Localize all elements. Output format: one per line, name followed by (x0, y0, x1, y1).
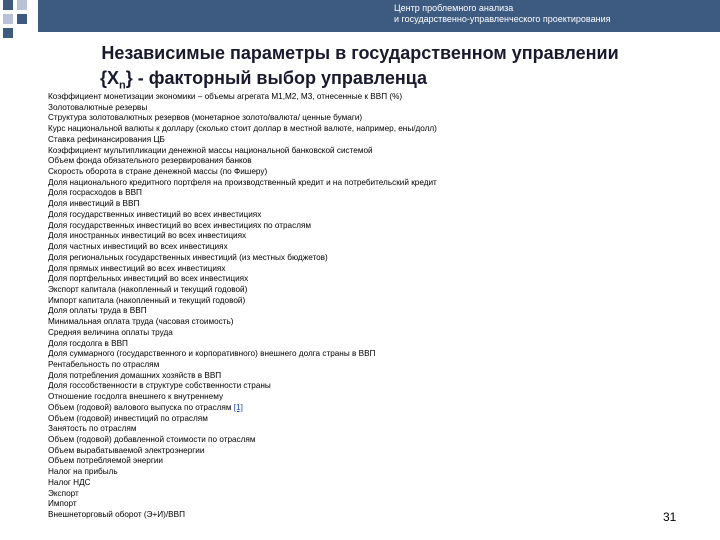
list-item-text: Объем (годовой) добавленной стоимости по отраслям (48, 435, 256, 444)
list-item (48, 424, 688, 435)
list-item-text: Золотовалютные резервы (48, 102, 148, 112)
list-item (48, 456, 688, 467)
list-item (48, 339, 688, 350)
list-item-text: Объем (годовой) инвестиций по отраслям (48, 413, 208, 423)
list-item (48, 167, 688, 178)
list-item (48, 446, 688, 457)
list-item (48, 478, 688, 489)
list-item (48, 146, 688, 157)
list-item (48, 317, 688, 328)
list-item-text: Доля оплаты труда в ВВП (48, 306, 147, 316)
list-item-text: Доля государственных инвестиций во всех инвестициях по отраслям (48, 220, 312, 230)
list-item-text: Ставка рефинансирования ЦБ (48, 134, 165, 144)
footnote-link[interactable]: [1] (233, 402, 243, 412)
list-item (48, 178, 688, 189)
list-item-text: Курс национальной валюты к доллару (сколько стоит доллар в местной валюте, например, ены/долл) (48, 124, 437, 134)
list-item (48, 403, 688, 414)
list-item-text: Объем вырабатываемой электроэнергии (48, 445, 205, 455)
list-item (48, 253, 688, 264)
list-item (48, 328, 688, 339)
list-item-text: Доля суммарного (государственного и корпоративного) внешнего долга страны в ВВП (48, 349, 376, 359)
header-bar (38, 0, 720, 32)
list-item-text: Объем фонда обязательного резервирования банков (48, 156, 252, 166)
list-item (48, 306, 688, 317)
list-item (48, 199, 688, 210)
list-item-text: Импорт (48, 499, 77, 509)
list-item (48, 113, 688, 124)
list-item-text: Коэффициент монетизации экономики – объемы агрегата М1,М2, М3, отнесенные к ВВП (%) (48, 92, 403, 101)
list-item (48, 221, 688, 232)
list-item (48, 264, 688, 275)
list-item-text: Средняя величина оплаты труда (48, 327, 173, 337)
list-item-text: Доля портфельных инвестиций во всех инвестициях (48, 274, 249, 284)
decor-square (17, 0, 27, 10)
list-item (48, 210, 688, 221)
list-item (48, 499, 688, 510)
parameter-list (48, 92, 688, 521)
subtitle-subscript: n (119, 79, 126, 92)
list-item (48, 467, 688, 478)
list-item (48, 124, 688, 135)
list-item (48, 371, 688, 382)
list-item-text: Доля частных инвестиций во всех инвестициях (48, 242, 228, 252)
decor-square (3, 14, 13, 24)
list-item (48, 188, 688, 199)
decor-square (17, 14, 27, 24)
list-item (48, 156, 688, 167)
list-item (48, 92, 688, 103)
list-item (48, 392, 688, 403)
list-item-text: Внешнеторговый оборот (Э+И)/ВВП (48, 510, 185, 520)
subtitle-prefix: {X (100, 68, 120, 88)
list-item-text: Скорость оборота в стране денежной массы (по Фишеру) (48, 167, 268, 177)
list-item (48, 296, 688, 307)
list-item-text: Доля госсобственности в структуре собственности страны (48, 381, 271, 391)
list-item-text: Доля инвестиций в ВВП (48, 199, 140, 209)
decor-square (3, 0, 13, 10)
list-item-text: Отношение госдолга внешнего к внутреннему (48, 392, 224, 402)
list-item-text: Доля национального кредитного портфеля на производственный кредит и на потребительский кредит (48, 177, 437, 187)
list-item-text: Доля иностранных инвестиций во всех инвестициях (48, 231, 247, 241)
list-item (48, 360, 688, 371)
list-item-text: Занятость по отраслям (48, 424, 137, 434)
list-item-text: Объем потребляемой энергии (48, 456, 163, 466)
list-item-text: Доля прямых инвестиций во всех инвестициях (48, 263, 226, 273)
list-item-text: Объем (годовой) валового выпуска по отраслям (48, 402, 232, 412)
list-item (48, 231, 688, 242)
subtitle-suffix: } - факторный выбор управленца (125, 68, 428, 88)
list-item-text: Минимальная оплата труда (часовая стоимость) (48, 317, 234, 327)
list-item-text: Экспорт (48, 488, 79, 498)
list-item-text: Импорт капитала (накопленный и текущий годовой) (48, 295, 246, 305)
decor-square (3, 28, 13, 38)
page-number: 31 (663, 510, 677, 524)
list-item-text: Доля государственных инвестиций во всех инвестициях (48, 209, 262, 219)
list-item-text: Доля потребления домашних хозяйств в ВВП (48, 370, 222, 380)
list-item (48, 489, 688, 500)
page-subtitle (100, 68, 427, 92)
list-item (48, 435, 688, 446)
list-item-text: Доля региональных государственных инвестиций (из местных бюджетов) (48, 252, 328, 262)
list-item (48, 285, 688, 296)
list-item (48, 274, 688, 285)
list-item-text: Доля госрасходов в ВВП (48, 188, 142, 198)
list-item (48, 242, 688, 253)
list-item (48, 103, 688, 114)
list-item (48, 349, 688, 360)
list-item-text: Коэффициент мультипликации денежной массы национальной банковской системой (48, 145, 373, 155)
list-item-text: Доля госдолга в ВВП (48, 338, 128, 348)
page-title: Независимые параметры в государственном управлении (101, 43, 619, 63)
org-line-2: и государственно-управленческого проектирования (394, 14, 611, 24)
list-item-text: Структура золотовалютных резервов (монетарное золото/валюта/ ценные бумаги) (48, 113, 363, 123)
org-line-1: Центр проблемного анализа (394, 3, 514, 13)
list-item (48, 381, 688, 392)
list-item-text: Налог НДС (48, 477, 91, 487)
list-item (48, 510, 688, 521)
list-item-text: Налог на прибыль (48, 467, 118, 477)
list-item-text: Экспорт капитала (накопленный и текущий годовой) (48, 284, 248, 294)
organization-name (394, 3, 611, 25)
list-item-text: Рентабельность по отраслям (48, 359, 160, 369)
list-item (48, 414, 688, 425)
list-item (48, 135, 688, 146)
